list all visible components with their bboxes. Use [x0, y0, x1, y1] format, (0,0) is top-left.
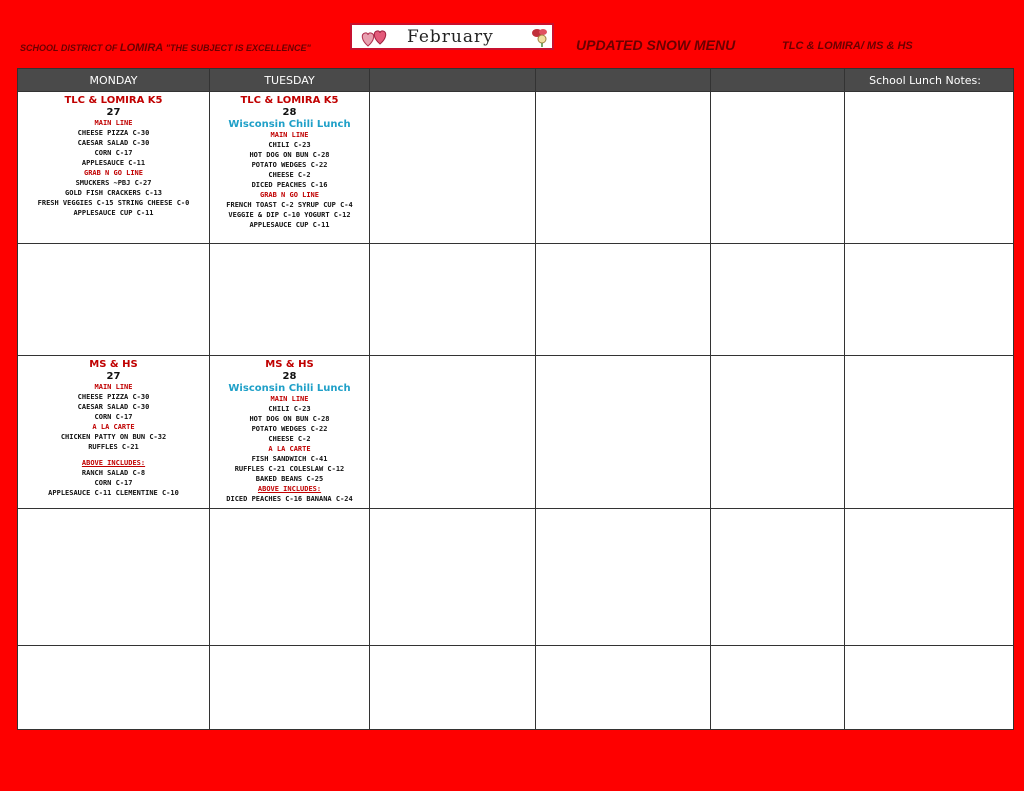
day-cell: [536, 646, 711, 730]
day-cell: [536, 356, 711, 509]
menu-item: SMUCKERS ~PBJ C-27: [75, 179, 152, 187]
day-cell: [370, 92, 536, 244]
menu-section-label: A LA CARTE: [92, 423, 135, 431]
menu-item: APPLESAUCE C-11: [81, 159, 146, 167]
weekday-header-row: [18, 69, 1014, 92]
week-row: [18, 244, 1014, 356]
day-cell: [210, 356, 370, 509]
menu-item: CHEESE C-2: [268, 171, 311, 179]
day-cell: [711, 244, 845, 356]
day-cell: [18, 92, 210, 244]
day-cell: [370, 646, 536, 730]
menu-section-label: MAIN LINE: [270, 131, 309, 139]
menu-entry-mshs-monday: [18, 356, 209, 498]
day-cell: [370, 509, 536, 646]
day-cell: [711, 646, 845, 730]
menu-item: APPLESAUCE CUP C-11: [249, 221, 330, 229]
menu-item: RUFFLES C-21: [88, 443, 139, 451]
menu-item: CHILI C-23: [268, 405, 311, 413]
menu-item: FRENCH TOAST C-2 SYRUP CUP C-4: [226, 201, 353, 209]
district-motto: "THE SUBJECT IS EXCELLENCE": [165, 43, 311, 53]
district-label: SCHOOL DISTRICT OF: [20, 43, 118, 53]
menu-item: POTATO WEDGES C-22: [251, 425, 328, 433]
menu-calendar: [17, 68, 1014, 730]
entry-special: Wisconsin Chili Lunch: [228, 383, 351, 394]
entry-lines: [210, 394, 369, 504]
day-cell: [210, 646, 370, 730]
day-cell: [18, 646, 210, 730]
entry-title: MS & HS: [265, 359, 314, 370]
header-monday: MONDAY: [18, 69, 210, 92]
entry-date: 28: [282, 107, 297, 118]
month-banner: [350, 23, 554, 50]
day-cell: [536, 509, 711, 646]
menu-section-label: A LA CARTE: [268, 445, 311, 453]
day-cell: [711, 356, 845, 509]
menu-section-label: MAIN LINE: [94, 119, 133, 127]
day-cell: [536, 244, 711, 356]
header-tuesday: TUESDAY: [210, 69, 370, 92]
menu-entry-mshs-tuesday: [210, 356, 369, 504]
menu-item: GOLD FISH CRACKERS C-13: [65, 189, 162, 197]
menu-item: RUFFLES C-21 COLESLAW C-12: [234, 465, 345, 473]
day-cell: [18, 244, 210, 356]
menu-section-label: GRAB N GO LINE: [83, 169, 143, 177]
day-cell: [210, 509, 370, 646]
menu-section-label: MAIN LINE: [94, 383, 133, 391]
entry-title: TLC & LOMIRA K5: [240, 95, 339, 106]
day-cell: [711, 92, 845, 244]
week-row-k5: [18, 92, 1014, 244]
header-col-5: [711, 69, 845, 92]
notes-cell: [845, 356, 1014, 509]
menu-subtitle: TLC & LOMIRA/ MS & HS: [782, 40, 913, 52]
menu-item: RANCH SALAD C-8: [81, 469, 146, 477]
header-col-4: [536, 69, 711, 92]
entry-date: 28: [282, 371, 297, 382]
week-row: [18, 509, 1014, 646]
day-cell: [370, 356, 536, 509]
menu-entry-k5-monday: [18, 92, 209, 218]
menu-item: DICED PEACHES C-16: [251, 181, 328, 189]
menu-item: HOT DOG ON BUN C-28: [249, 415, 330, 423]
menu-item: VEGGIE & DIP C-10 YOGURT C-12: [228, 211, 351, 219]
header-col-3: [370, 69, 536, 92]
menu-item: CHEESE C-2: [268, 435, 311, 443]
notes-cell: [845, 646, 1014, 730]
day-cell: [370, 244, 536, 356]
district-heading: [20, 42, 311, 54]
day-cell: [210, 244, 370, 356]
menu-item: POTATO WEDGES C-22: [251, 161, 328, 169]
day-cell: [18, 509, 210, 646]
menu-section-label: ABOVE INCLUDES:: [81, 459, 146, 467]
menu-item: FISH SANDWICH C-41: [251, 455, 328, 463]
day-cell: [711, 509, 845, 646]
menu-section-label: MAIN LINE: [270, 395, 309, 403]
menu-section-label: GRAB N GO LINE: [259, 191, 319, 199]
month-label: February: [407, 27, 494, 47]
flower-icon: [530, 27, 550, 47]
menu-item: HOT DOG ON BUN C-28: [249, 151, 330, 159]
day-cell: [536, 92, 711, 244]
entry-date: 27: [106, 107, 121, 118]
entry-title: TLC & LOMIRA K5: [64, 95, 163, 106]
hearts-icon: [360, 28, 392, 48]
menu-item: CORN C-17: [94, 479, 133, 487]
header-notes: School Lunch Notes:: [845, 69, 1014, 92]
menu-entry-k5-tuesday: [210, 92, 369, 230]
entry-lines: [18, 382, 209, 498]
menu-item: CHEESE PIZZA C-30: [77, 393, 150, 401]
entry-date: 27: [106, 371, 121, 382]
entry-special: Wisconsin Chili Lunch: [228, 119, 351, 130]
menu-item: APPLESAUCE CUP C-11: [73, 209, 154, 217]
entry-lines: [18, 118, 209, 218]
menu-item: CHEESE PIZZA C-30: [77, 129, 150, 137]
notes-cell: [845, 509, 1014, 646]
week-row: [18, 646, 1014, 730]
notes-cell: [845, 244, 1014, 356]
entry-title: MS & HS: [89, 359, 138, 370]
day-cell: [18, 356, 210, 509]
menu-item: CAESAR SALAD C-30: [77, 139, 150, 147]
menu-section-label: ABOVE INCLUDES:: [257, 485, 322, 493]
menu-item: CHICKEN PATTY ON BUN C-32: [60, 433, 167, 441]
week-row-mshs: [18, 356, 1014, 509]
menu-item: CAESAR SALAD C-30: [77, 403, 150, 411]
menu-item: APPLESAUCE C-11 CLEMENTINE C-10: [48, 489, 179, 497]
menu-item: CHILI C-23: [268, 141, 311, 149]
district-name: LOMIRA: [119, 42, 164, 54]
menu-item: BAKED BEANS C-25: [255, 475, 324, 483]
menu-item: CORN C-17: [94, 413, 133, 421]
entry-lines: [210, 130, 369, 230]
menu-title: UPDATED SNOW MENU: [576, 37, 736, 53]
menu-item: FRESH VEGGIES C-15 STRING CHEESE C-0: [37, 199, 190, 207]
day-cell: [210, 92, 370, 244]
menu-item: DICED PEACHES C-16 BANANA C-24: [226, 495, 353, 503]
menu-item: CORN C-17: [94, 149, 133, 157]
notes-cell: [845, 92, 1014, 244]
